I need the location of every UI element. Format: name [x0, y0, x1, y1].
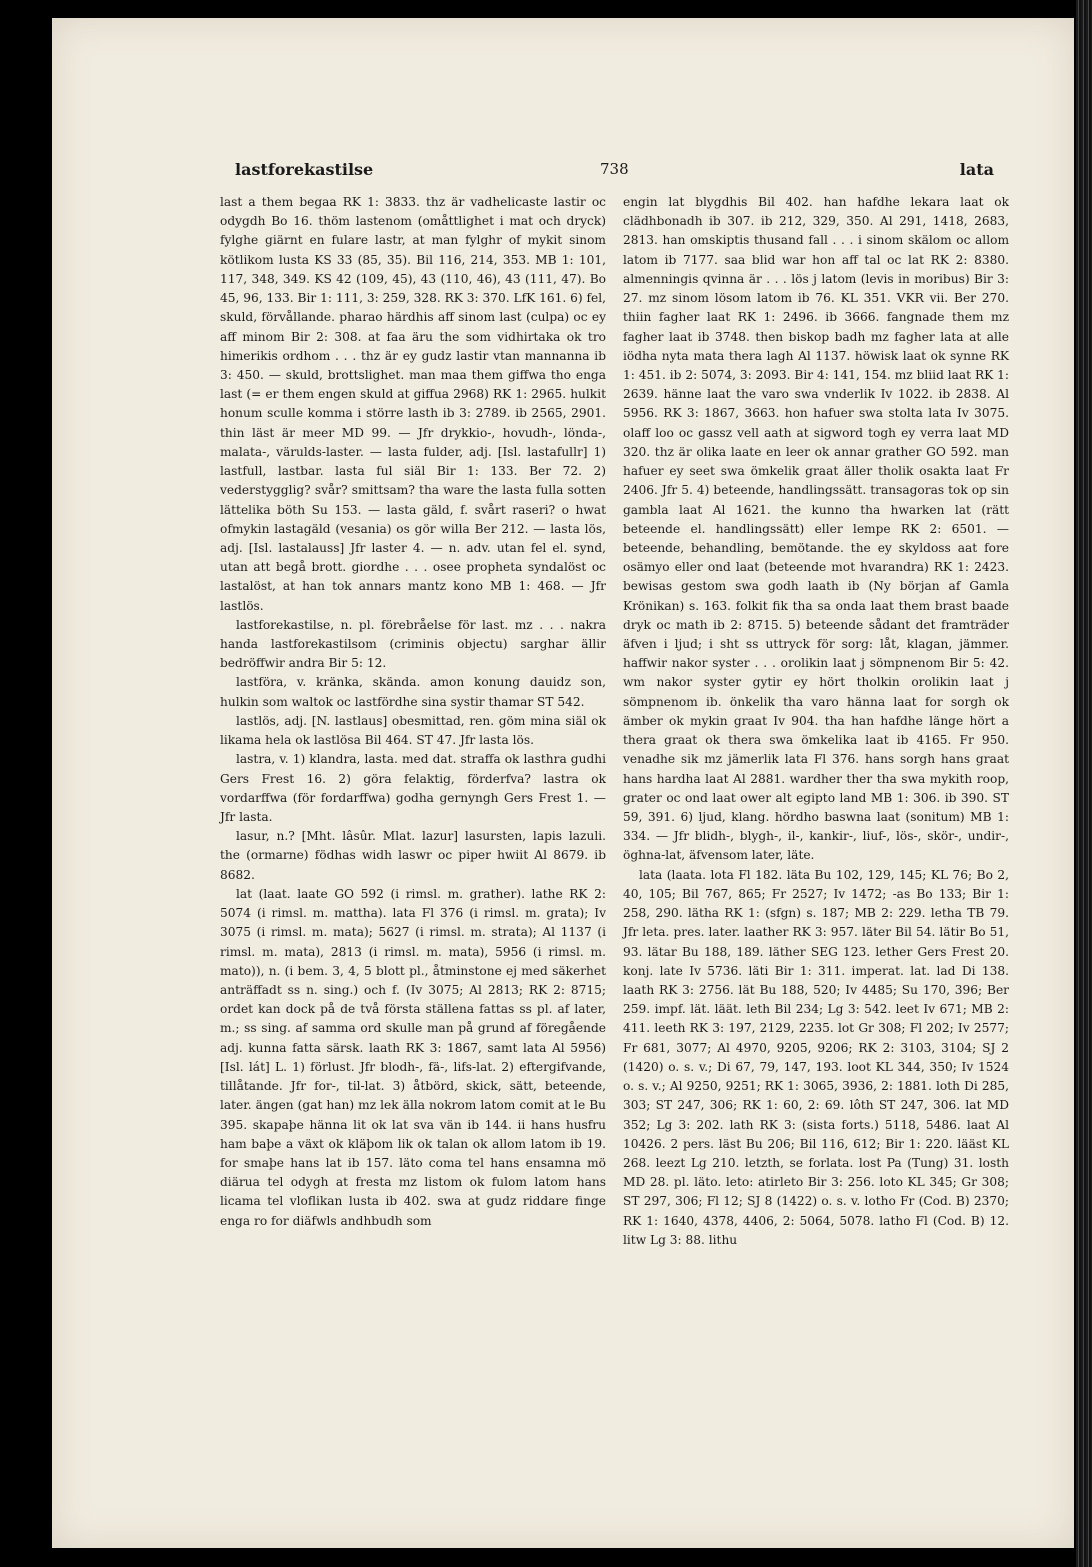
entry-last-continued: last a them begaa RK 1: 3833. thz är vadhelicaste lastir oc odygdh Bo 16. thöm lastenom (omåttlighet i mat och dryck) fylghe giärnt en fulare lastr, at man fylghr of mykit sinom kötlikom lusta KS 33 (85, 35). Bil 116, 214, 353. MB 1: 101, 117, 348, 349. KS 42 (109, 45), 43 (110, 46), 43 (111, 47). Bo 45, 96, 133. Bir 1: 111, 3: 259, 328. RK 3: 370. LfK 161. 6) fel, skuld, förvållande. pharao härdhis aff sinom last (culpa) oc ey aff minom Bir 2: 308. at faa äru the som vidhirtaka ok tro himerikis ordhom . . . thz är ey gudz lastir vtan mannanna ib 3: 450. — skuld, brottslighet. man maa them giffwa tho enga last (= er them engen skuld at giffua 2968) RK 1: 2965. hulkit honum sculle komma i större lasth ib 3: 2789. ib 2565, 2901. thin läst är meer MD 99. — Jfr drykkio-, hovudh-, lönda-, malata-, värulds-laster. — lasta fulder, adj. [Isl. lastafullr] 1) lastfull, lastbar. lasta ful siäl Bir 1: 133. Ber 72. 2) vederstygglig? svår? smittsam? tha ware the lasta fulla sotten lättelika böth Su 153. — lasta gäld, f. svårt raseri? o hwat ofmykin lastagäld (vesania) os gör willa Ber 212. — lasta lös, adj. [Isl. lastalauss] Jfr laster 4. — n. adv. utan fel el. synd, utan att begå brott. giordhe . . . osee propheta syndalöst oc lastalöst, at han tok annars mantz kono MB 1: 468. — Jfr lastlös.: [220, 195, 606, 613]
header-right-headword: lata: [959, 160, 994, 179]
right-column: [623, 193, 1009, 1250]
entry-lastforekastilse: lastforekastilse, n. pl. förebråelse för last. mz . . . nakra handa lastforekastilsom (criminis objectu) sarghar ällir bedröffwir andra Bir 5: 12.: [220, 617, 606, 671]
header-left-headword: lastforekastilse: [235, 160, 374, 179]
entry-lat: lat (laat. laate GO 592 (i rimsl. m. grather). lathe RK 2: 5074 (i rimsl. m. mattha). lata Fl 376 (i rimsl. m. grata); Iv 3075 (i rimsl. m. mata); 5627 (i rimsl. m. strata); Al 1137 (i rimsl. m. mata), 2813 (i rimsl. m. mata), 5956 (i rimsl. m. mato)), n. (i bem. 3, 4, 5 blott pl., åtminstone ej med säkerhet anträffadt ss n. sing.) och f. (Iv 3075; Al 2813; RK 2: 8715; ordet kan dock på de två första ställena fattas ss pl. af later, m.; ss sing. af samma ord skulle man på grund af föregående adj. kunna fatta särsk. laath RK 3: 1867, samt lata Al 5956) [Isl. lát] L. 1) förlust. Jfr blodh-, fä-, lifs-lat. 2) eftergifvande, tillåtande. Jfr for-, til-lat. 3) åtbörd, skick, sätt, beteende, later. ängen (gat han) mz lek älla nokrom latom comit at le Bu 395. skapaþe hänna lit ok lat sva vän ib 144. ii hans husfru ham baþe a växt ok kläþom lik ok talan ok allom latom ib 19. for smaþe hans lat ib 157. läto coma tel hans ensamna mö diärua tel odygh at fresta mz listom ok fulom latom hans licama tel vloflikan lusta ib 402. swa at gudz riddare finge enga ro for diäfwls andhbudh som: [220, 886, 606, 1228]
entry-lastra: lastra, v. 1) klandra, lasta. med dat. straffa ok lasthra gudhi Gers Frest 16. 2) göra felaktig, förderfva? lastra ok vordarffwa (för fordarffwa) godha gernyngh Gers Frest 1. — Jfr lasta.: [220, 752, 606, 824]
left-column: [220, 193, 606, 1231]
entry-lasur: lasur, n.? [Mht. lâsûr. Mlat. lazur] lasursten, lapis lazuli. the (ormarne) födhas widh laswr oc piper hwiit Al 8679. ib 8682.: [220, 829, 606, 882]
entry-lata: lata (laata. lota Fl 182. läta Bu 102, 129, 145; KL 76; Bo 2, 40, 105; Bil 767, 865; Fr 2527; Iv 1472; -as Bo 133; Bir 1: 258, 290. lätha RK 1: (sfgn) s. 187; MB 2: 229. letha TB 79. Jfr leta. pres. later. laather RK 3: 957. läter Bil 54. lätir Bo 51, 93. lätar Bu 188, 189. läther SEG 123. lether Gers Frest 20. konj. late Iv 5736. läti Bir 1: 311. imperat. lat. lad Di 138. laath RK 3: 2756. lät Bu 188, 520; Iv 4485; Su 170, 396; Ber 259. impf. lät. läät. leth Bil 234; Lg 3: 542. leet Iv 671; MB 2: 411. leeth RK 3: 197, 2129, 2235. lot Gr 308; Fl 202; Iv 2577; Fr 681, 3077; Al 4970, 9205, 9206; RK 2: 3103, 3104; SJ 2 (1420) o. s. v.; Di 67, 79, 147, 193. loot KL 344, 350; Iv 1524 o. s. v.; Al 9250, 9251; RK 1: 3065, 3936, 2: 1881. loth Di 285, 303; ST 247, 306; RK 1: 60, 2: 69. lôth ST 247, 306. lat MD 352; Lg 3: 202. lath RK 3: (sista forts.) 5118, 5486. laat Al 10426. 2 pers. läst Bu 206; Bil 116, 612; Bir 1: 220. lääst KL 268. leezt Lg 210. letzth, se forlata. lost Pa (Tung) 31. losth MD 28. pl. läto. leto: atirleto Bir 3: 256. loto KL 345; Gr 308; ST 297, 306; Fl 12; SJ 8 (1422) o. s. v. lotho Fr (Cod. B) 2370; RK 1: 1640, 4378, 4406, 2: 5064, 5078. latho Fl (Cod. B) 12. litw Lg 3: 88. lithu: [623, 867, 1009, 1247]
page-number: 738: [600, 160, 629, 178]
dictionary-page: [52, 18, 1074, 1548]
entry-lastfora: lastföra, v. kränka, skända. amon konung dauidz son, hulkin som waltok oc lastfördhe sina systir thamar ST 542.: [220, 675, 606, 709]
entry-lastlos: lastlös, adj. [N. lastlaus] obesmittad, ren. göm mina siäl ok likama hela ok lastlösa Bil 464. ST 47. Jfr lasta lös.: [220, 713, 606, 748]
book-edge: [1076, 0, 1092, 1567]
entry-lat-continued: engin lat blygdhis Bil 402. han hafdhe lekara laat ok clädhbonadh ib 307. ib 212, 329, 350. Al 291, 1418, 2683, 2813. han omskiptis thusand fall . . . i sinom skälom oc allom latom ib 7177. saa blid war hon aff tal oc lat RK 2: 8380. almenningis qvinna är . . . lös j latom (levis in moribus) Bir 3: 27. mz sinom lösom latom ib 76. KL 351. VKR vii. Ber 270. thiin fagher laat RK 1: 2496. ib 3666. fangnade them mz fagher laat ib 3748. then biskop badh mz fagher lata at alle iödha nyta mata thera lagh Al 1137. höwisk laat ok synne RK 1: 451. ib 2: 5074, 3: 2093. Bir 4: 141, 154. mz bliid laat RK 1: 2639. hänne laat the varo swa vnderlik Iv 1022. ib 2838. Al 5956. RK 3: 1867, 3663. hon hafuer swa stolta lata Iv 3075. olaff loo oc gassz vell aath at sigword togh ey verra laat MD 320. thz är olika laate en leer ok annar grather GO 592. man hafuer ey seet swa ömkelik graat äller tholik osakta laat Fr 2406. Jfr 5. 4) beteende, handlingssätt. transagoras tok op sin gambla laat Al 1621. the kunno tha hwarken lat (rätt beteende el. handlingssätt) eller lempe RK 2: 6501. — beteende, behandling, bemötande. the ey skyldoss aat fore osämyo eller ond laat (beteende mot hvarandra) RK 1: 2423. bewisas gestom swa godh laath ib (Ny början af Gamla Krönikan) s. 163. folkit fik tha sa onda laat them brast baade dryk oc math ib 2: 8715. 5) beteende sådant det framträder äfven i ljud; i sht ss uttryck för sorg: låt, klagan, jämmer. haffwir nakor syster . . . orolikin laat j sömpnenom Bir 5: 42. wm nakor syster gytir ey hört tholkin orolikin laat j sömpnenom ib. önkelik tha varo hänna laat for sorgh ok ämber ok mykin graat Iv 904. tha han hafdhe länge hört a thera graat ok thera swa ömkelika laat ib 4165. Fr 950. venadhe sik mz jämerlik lata Fl 376. hans sorgh hans graat hans hardha laat Al 2881. wardher ther tha swa mykith roop, grater oc ond laat ower alt egipto land MB 1: 306. ib 390. ST 59, 391. 6) ljud, klang. hördho baswna laat (sonitum) MB 1: 334. — Jfr blidh-, blygh-, il-, kankir-, liuf-, lös-, skör-, undir-, öghna-lat, äfvensom later, läte.: [623, 195, 1009, 863]
